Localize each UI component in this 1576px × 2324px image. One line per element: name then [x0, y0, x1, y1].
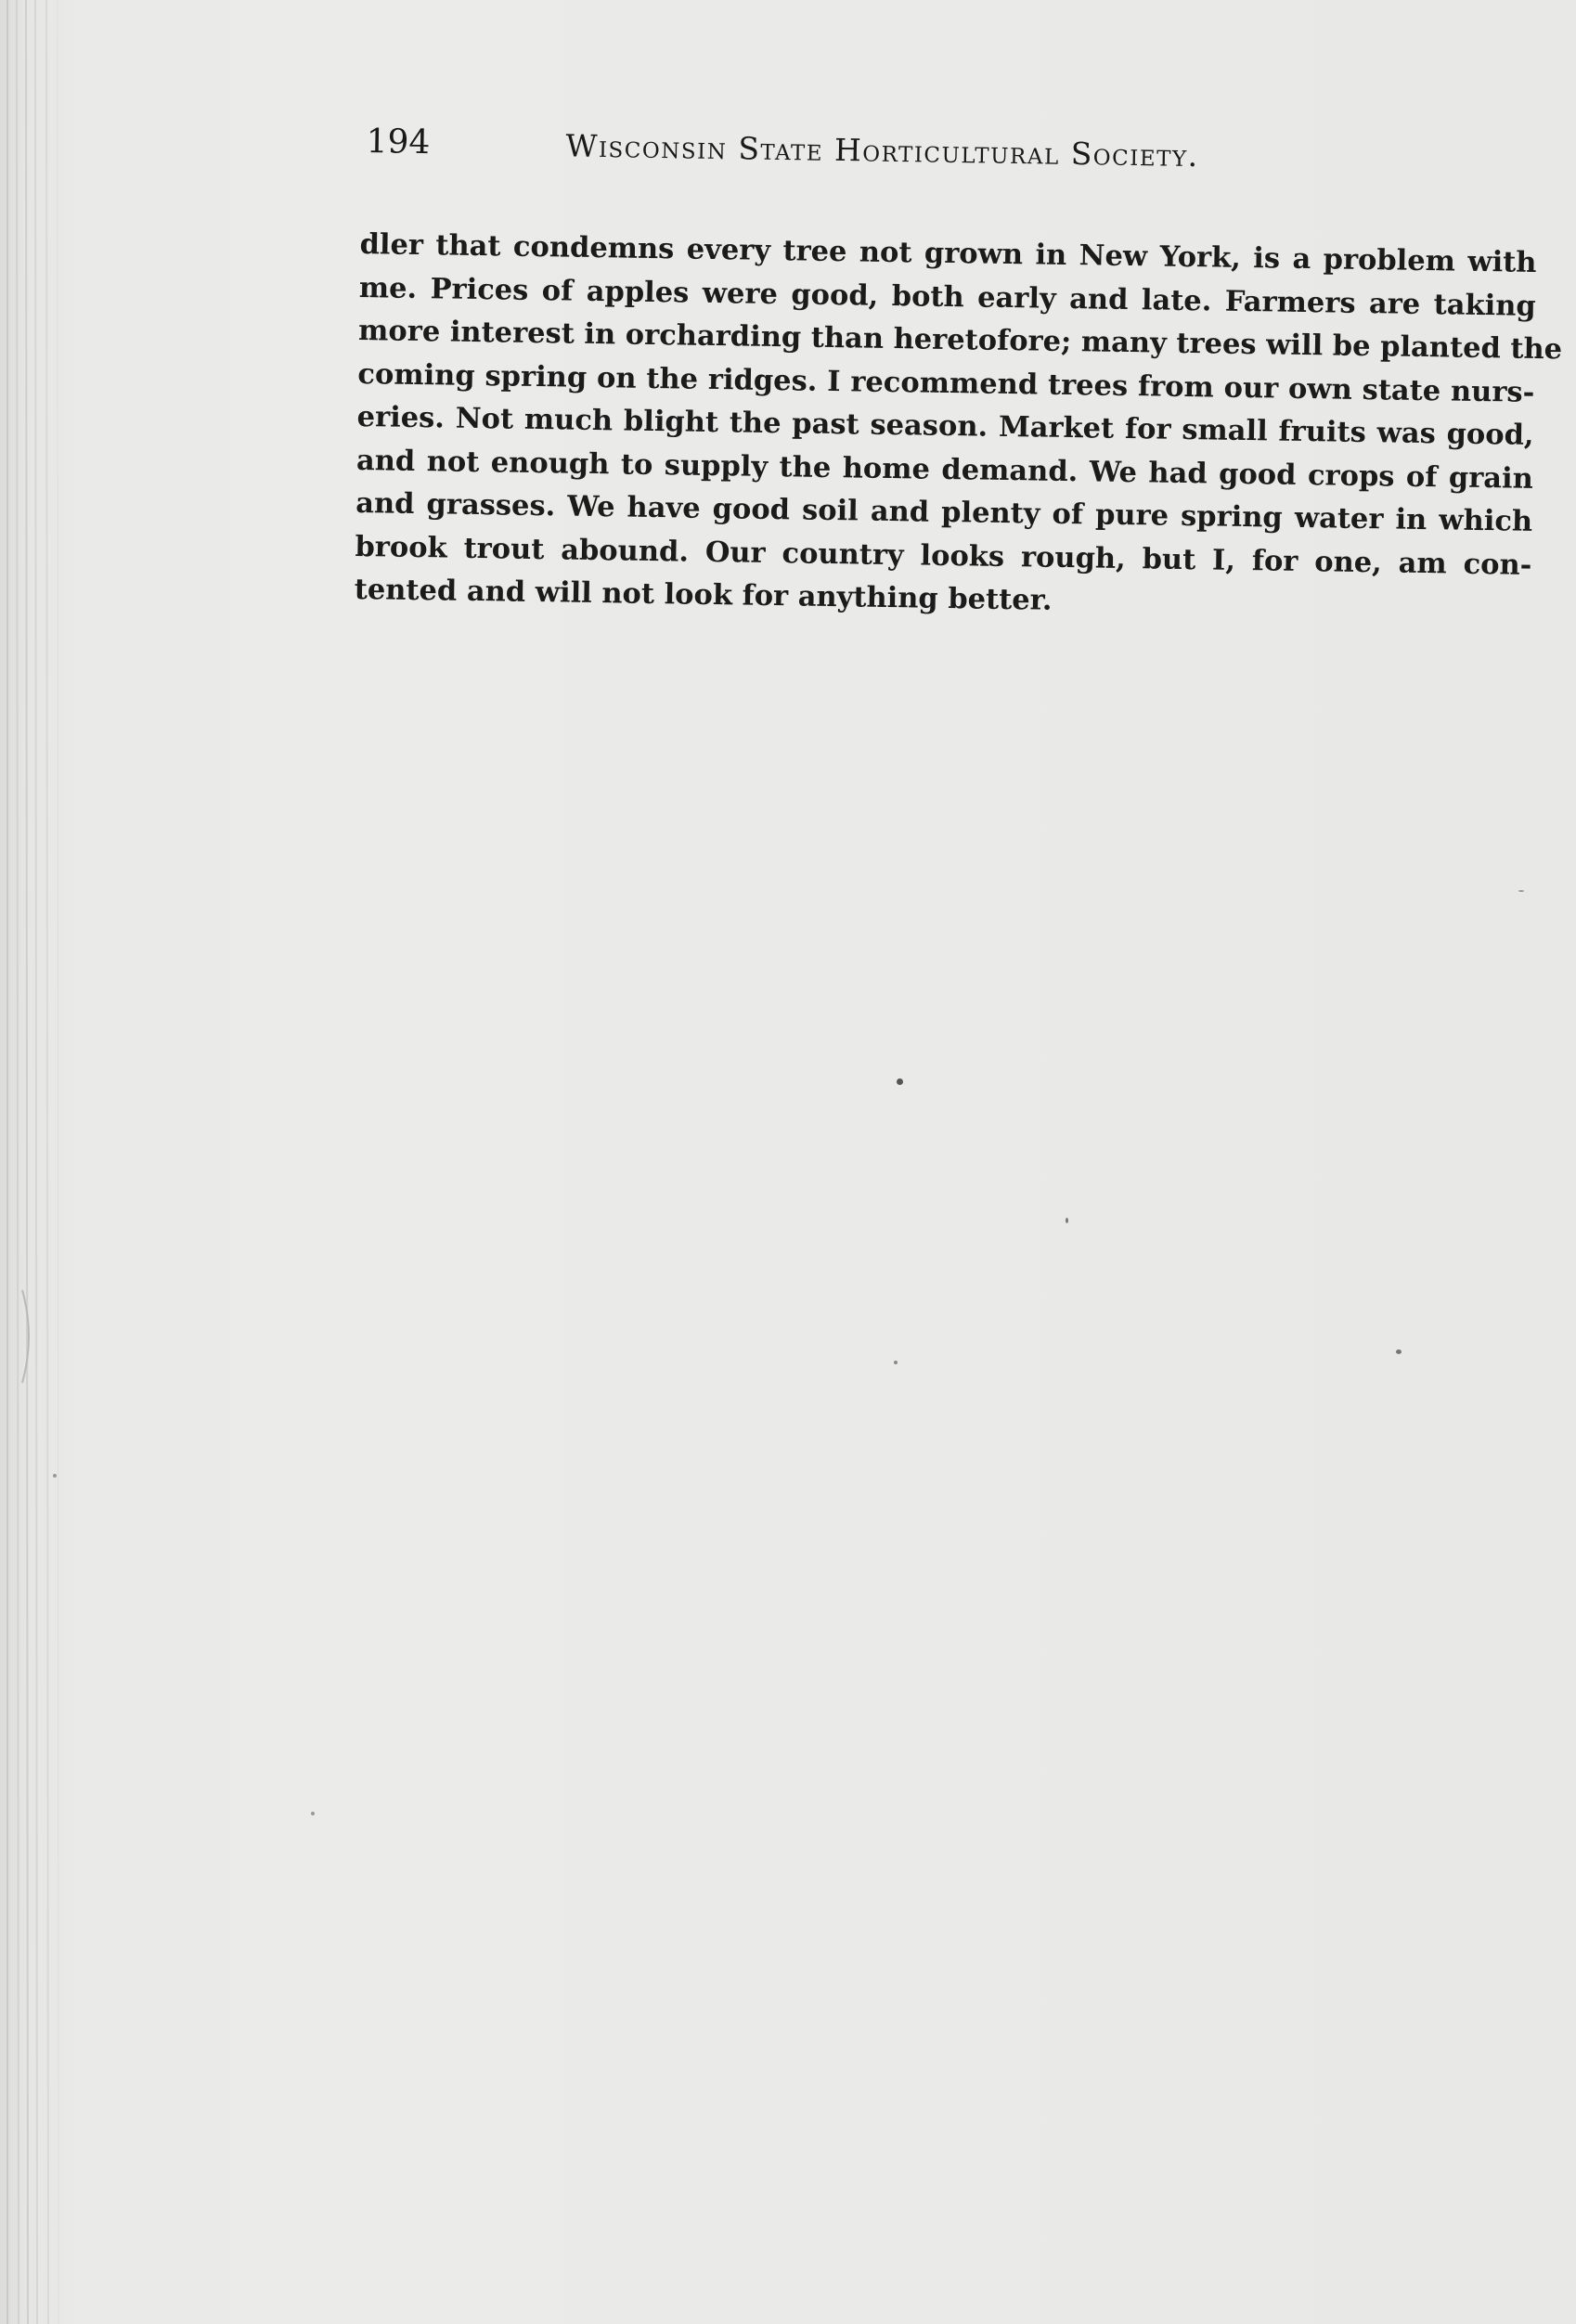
text-line: dler that condemns every tree not grown in New York, is a problem with [359, 226, 1537, 279]
running-head-title: Wisconsin State Horticultural Society. [565, 127, 1200, 174]
text-line: brook trout abound. Our country looks rough, but I, for one, am con- [355, 529, 1532, 582]
text-line: and grasses. We have good soil and plenty of pure spring water in which [355, 485, 1533, 538]
text-line: coming spring on the ridges. I recommend trees from our own state nurs- [357, 356, 1535, 409]
paper-speck [1518, 890, 1524, 892]
paper-speck [897, 1078, 903, 1085]
paper-speck [1066, 1218, 1068, 1223]
paper-speck [53, 1474, 57, 1478]
page-edge-lines [0, 0, 65, 2324]
page-number: 194 [366, 122, 431, 162]
paper-speck [894, 1361, 898, 1364]
text-line: and not enough to supply the home demand. We had good crops of grain [355, 443, 1534, 496]
body-paragraph [354, 223, 1563, 629]
text-line: more interest in orcharding than heretofore; many trees will be planted the [357, 313, 1563, 367]
paper-speck [1396, 1349, 1402, 1354]
text-line: tented and will not look for anything better. [354, 572, 1053, 617]
paper-speck [311, 1812, 315, 1815]
text-line: me. Prices of apples were good, both early and late. Farmers are taking [358, 270, 1537, 323]
running-head [366, 121, 1369, 201]
text-line: eries. Not much blight the past season. Market for small fruits was good, [356, 399, 1534, 452]
